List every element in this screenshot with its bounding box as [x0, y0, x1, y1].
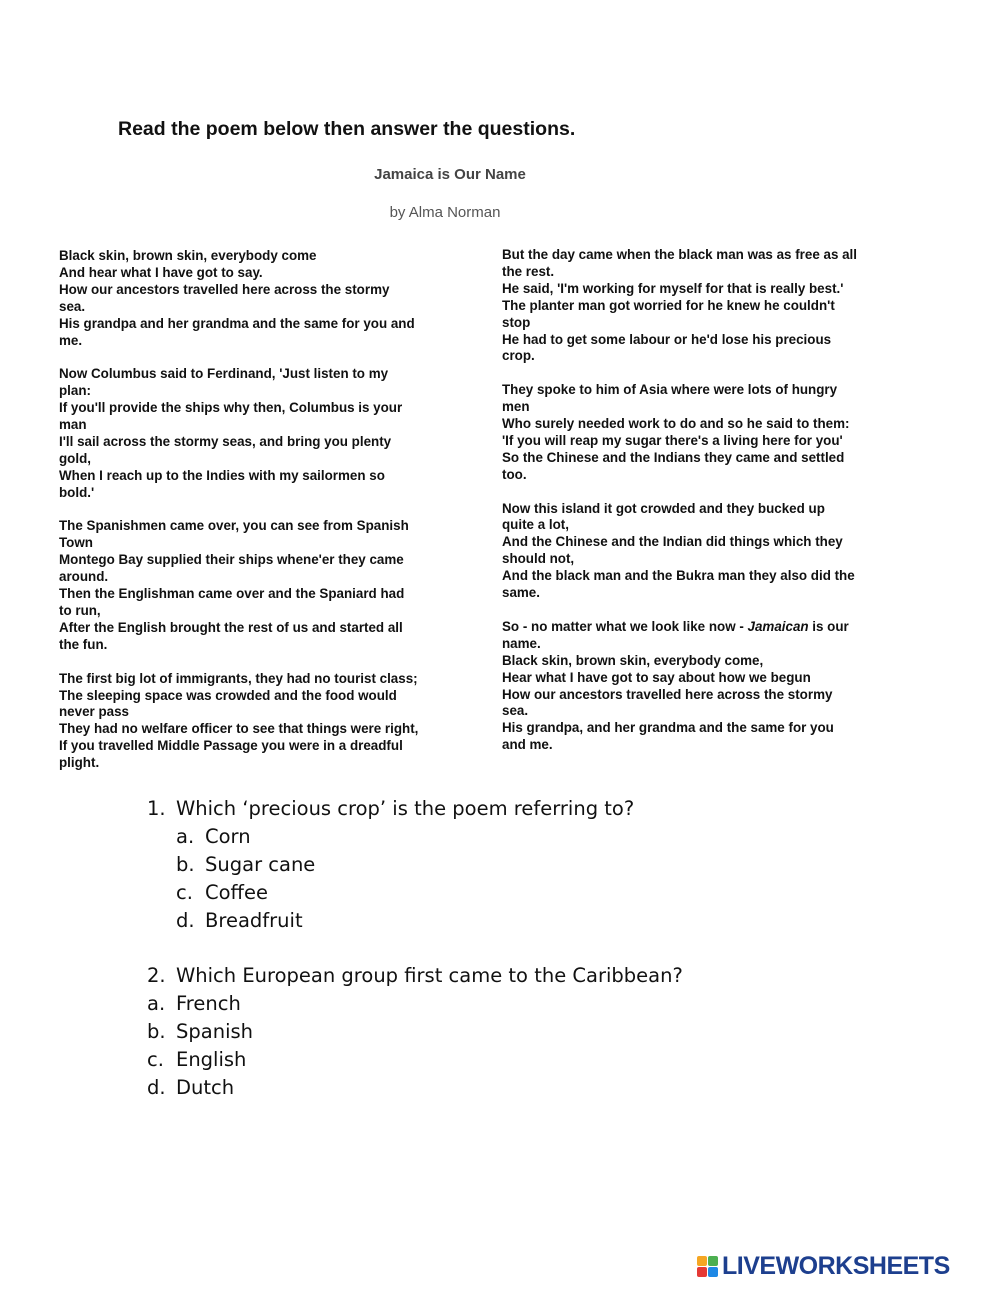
- poem-line: and me.: [502, 737, 553, 753]
- poem-line: Town: [59, 535, 93, 551]
- poem-line: me.: [59, 332, 83, 348]
- poem-line: When I reach up to the Indies with my sailormen so: [59, 467, 385, 483]
- poem-line: Now Columbus said to Ferdinand, 'Just listen to my: [59, 366, 389, 382]
- option-letter: c.: [147, 1048, 164, 1071]
- question-number: 1.: [147, 797, 166, 820]
- poem-line: I'll sail across the stormy seas, and bring you plenty: [59, 433, 392, 449]
- option-text: Coffee: [205, 881, 268, 904]
- option-letter: b.: [147, 1020, 166, 1043]
- liveworksheets-logo: [697, 1252, 950, 1281]
- poem-line: the rest.: [502, 263, 555, 279]
- answer-option[interactable]: [176, 823, 634, 851]
- poem-line: never pass: [59, 704, 129, 720]
- question-options: [147, 823, 634, 935]
- poem-line: He said, 'I'm working for myself for that is really best.': [502, 280, 844, 296]
- option-text: French: [176, 992, 241, 1015]
- option-letter: d.: [147, 1076, 166, 1099]
- poem-line: His grandpa, and her grandma and the same for you: [502, 720, 834, 736]
- poem-line: sea.: [59, 298, 86, 314]
- poem-line: Black skin, brown skin, everybody come: [59, 248, 317, 263]
- option-letter: a.: [176, 825, 195, 848]
- option-text: English: [176, 1048, 247, 1071]
- poem-line: around.: [59, 569, 109, 585]
- logo-icon: [697, 1256, 718, 1277]
- option-letter: c.: [176, 881, 193, 904]
- answer-option[interactable]: [176, 907, 634, 935]
- logo-text: LIVEWORKSHEETS: [722, 1252, 950, 1280]
- question-text: Which ‘precious crop’ is the poem referring to?: [176, 797, 635, 820]
- poem-line: plight.: [59, 755, 100, 771]
- poem-line: The sleeping space was crowded and the food would: [59, 687, 397, 703]
- option-text: Dutch: [176, 1076, 235, 1099]
- poem-author: by Alma Norman: [389, 204, 501, 221]
- question-2: [147, 962, 683, 1102]
- answer-option[interactable]: [176, 851, 634, 879]
- poem-line: man: [59, 417, 87, 433]
- poem-line: too.: [502, 466, 527, 482]
- option-text: Spanish: [176, 1020, 254, 1043]
- logo-square: [708, 1267, 718, 1277]
- poem-title: Jamaica is Our Name: [374, 166, 526, 183]
- poem-line: plan:: [59, 383, 91, 399]
- answer-option[interactable]: [147, 990, 683, 1018]
- poem-line: same.: [502, 585, 540, 601]
- poem-line: Hear what I have got to say about how we begun: [502, 669, 811, 685]
- poem-line: Black skin, brown skin, everybody come,: [502, 652, 764, 668]
- poem-line: to run,: [59, 603, 101, 618]
- poem-line: So - no matter what we look like now - Jamaican is our: [502, 618, 849, 634]
- question-options: [147, 990, 683, 1102]
- question-1: [147, 795, 634, 935]
- answer-option[interactable]: [176, 879, 634, 907]
- poem-line: So the Chinese and the Indians they came and settled: [502, 449, 845, 465]
- logo-square: [708, 1256, 718, 1266]
- answer-option[interactable]: [147, 1046, 683, 1074]
- poem-left-column: [59, 248, 459, 772]
- poem-line: If you'll provide the ships why then, Columbus is your: [59, 400, 403, 416]
- option-letter: b.: [176, 853, 195, 876]
- poem-line: bold.': [59, 484, 95, 500]
- poem-line: How our ancestors travelled here across the stormy: [59, 281, 390, 297]
- logo-square: [697, 1256, 707, 1266]
- poem-stanza: [502, 501, 897, 602]
- poem-right-column: [502, 247, 897, 771]
- poem-line: Montego Bay supplied their ships whene'er they came: [59, 552, 404, 568]
- poem-line: The Spanishmen came over, you can see from Spanish: [59, 518, 409, 534]
- stanza-break: [59, 502, 459, 519]
- poem-line: How our ancestors travelled here across the stormy: [502, 686, 833, 702]
- poem-stanza: [502, 247, 897, 365]
- poem-line: the fun.: [59, 636, 108, 652]
- poem-line: The planter man got worried for he knew he couldn't: [502, 297, 835, 313]
- poem-line: They had no welfare officer to see that things were right,: [59, 721, 419, 737]
- question-number: 2.: [147, 964, 166, 987]
- poem-line: gold,: [59, 450, 91, 466]
- poem-line: quite a lot,: [502, 517, 569, 533]
- poem-stanza: [502, 619, 897, 754]
- answer-option[interactable]: [147, 1018, 683, 1046]
- poem-line: should not,: [502, 551, 575, 567]
- instructions-heading: Read the poem below then answer the questions.: [118, 118, 576, 140]
- logo-square: [697, 1267, 707, 1277]
- question-text: Which European group first came to the Caribbean?: [176, 964, 683, 987]
- poem-line: name.: [502, 635, 541, 651]
- poem-line: crop.: [502, 348, 535, 364]
- option-letter: d.: [176, 909, 195, 932]
- stanza-break: [59, 654, 459, 671]
- answer-option[interactable]: [147, 1074, 683, 1102]
- poem-stanza: [502, 382, 897, 483]
- poem-line: men: [502, 399, 530, 415]
- poem-line: If you travelled Middle Passage you were in a dreadful: [59, 738, 403, 754]
- poem-line: Who surely needed work to do and so he said to them:: [502, 416, 850, 432]
- option-text: Corn: [205, 825, 251, 848]
- poem-line: 'If you will reap my sugar there's a living here for you': [502, 432, 843, 448]
- option-letter: a.: [147, 992, 166, 1015]
- stanza-break: [59, 349, 459, 366]
- poem-line: And hear what I have got to say.: [59, 264, 263, 280]
- option-text: Breadfruit: [205, 909, 303, 932]
- poem-line: And the Chinese and the Indian did things which they: [502, 534, 843, 550]
- poem-line: sea.: [502, 703, 529, 719]
- poem-line: They spoke to him of Asia where were lots of hungry: [502, 382, 838, 398]
- poem-line: He had to get some labour or he'd lose his precious: [502, 331, 832, 347]
- poem-line: And the black man and the Bukra man they also did the: [502, 568, 855, 584]
- poem-line: The first big lot of immigrants, they had no tourist class;: [59, 670, 418, 686]
- option-text: Sugar cane: [205, 853, 316, 876]
- poem-line: But the day came when the black man was as free as all: [502, 247, 857, 262]
- poem-line: stop: [502, 314, 531, 330]
- poem-line: His grandpa and her grandma and the same for you and: [59, 315, 415, 331]
- poem-line: After the English brought the rest of us and started all: [59, 619, 403, 635]
- poem-line: Then the Englishman came over and the Spaniard had: [59, 586, 405, 602]
- poem-line: Now this island it got crowded and they bucked up: [502, 500, 825, 516]
